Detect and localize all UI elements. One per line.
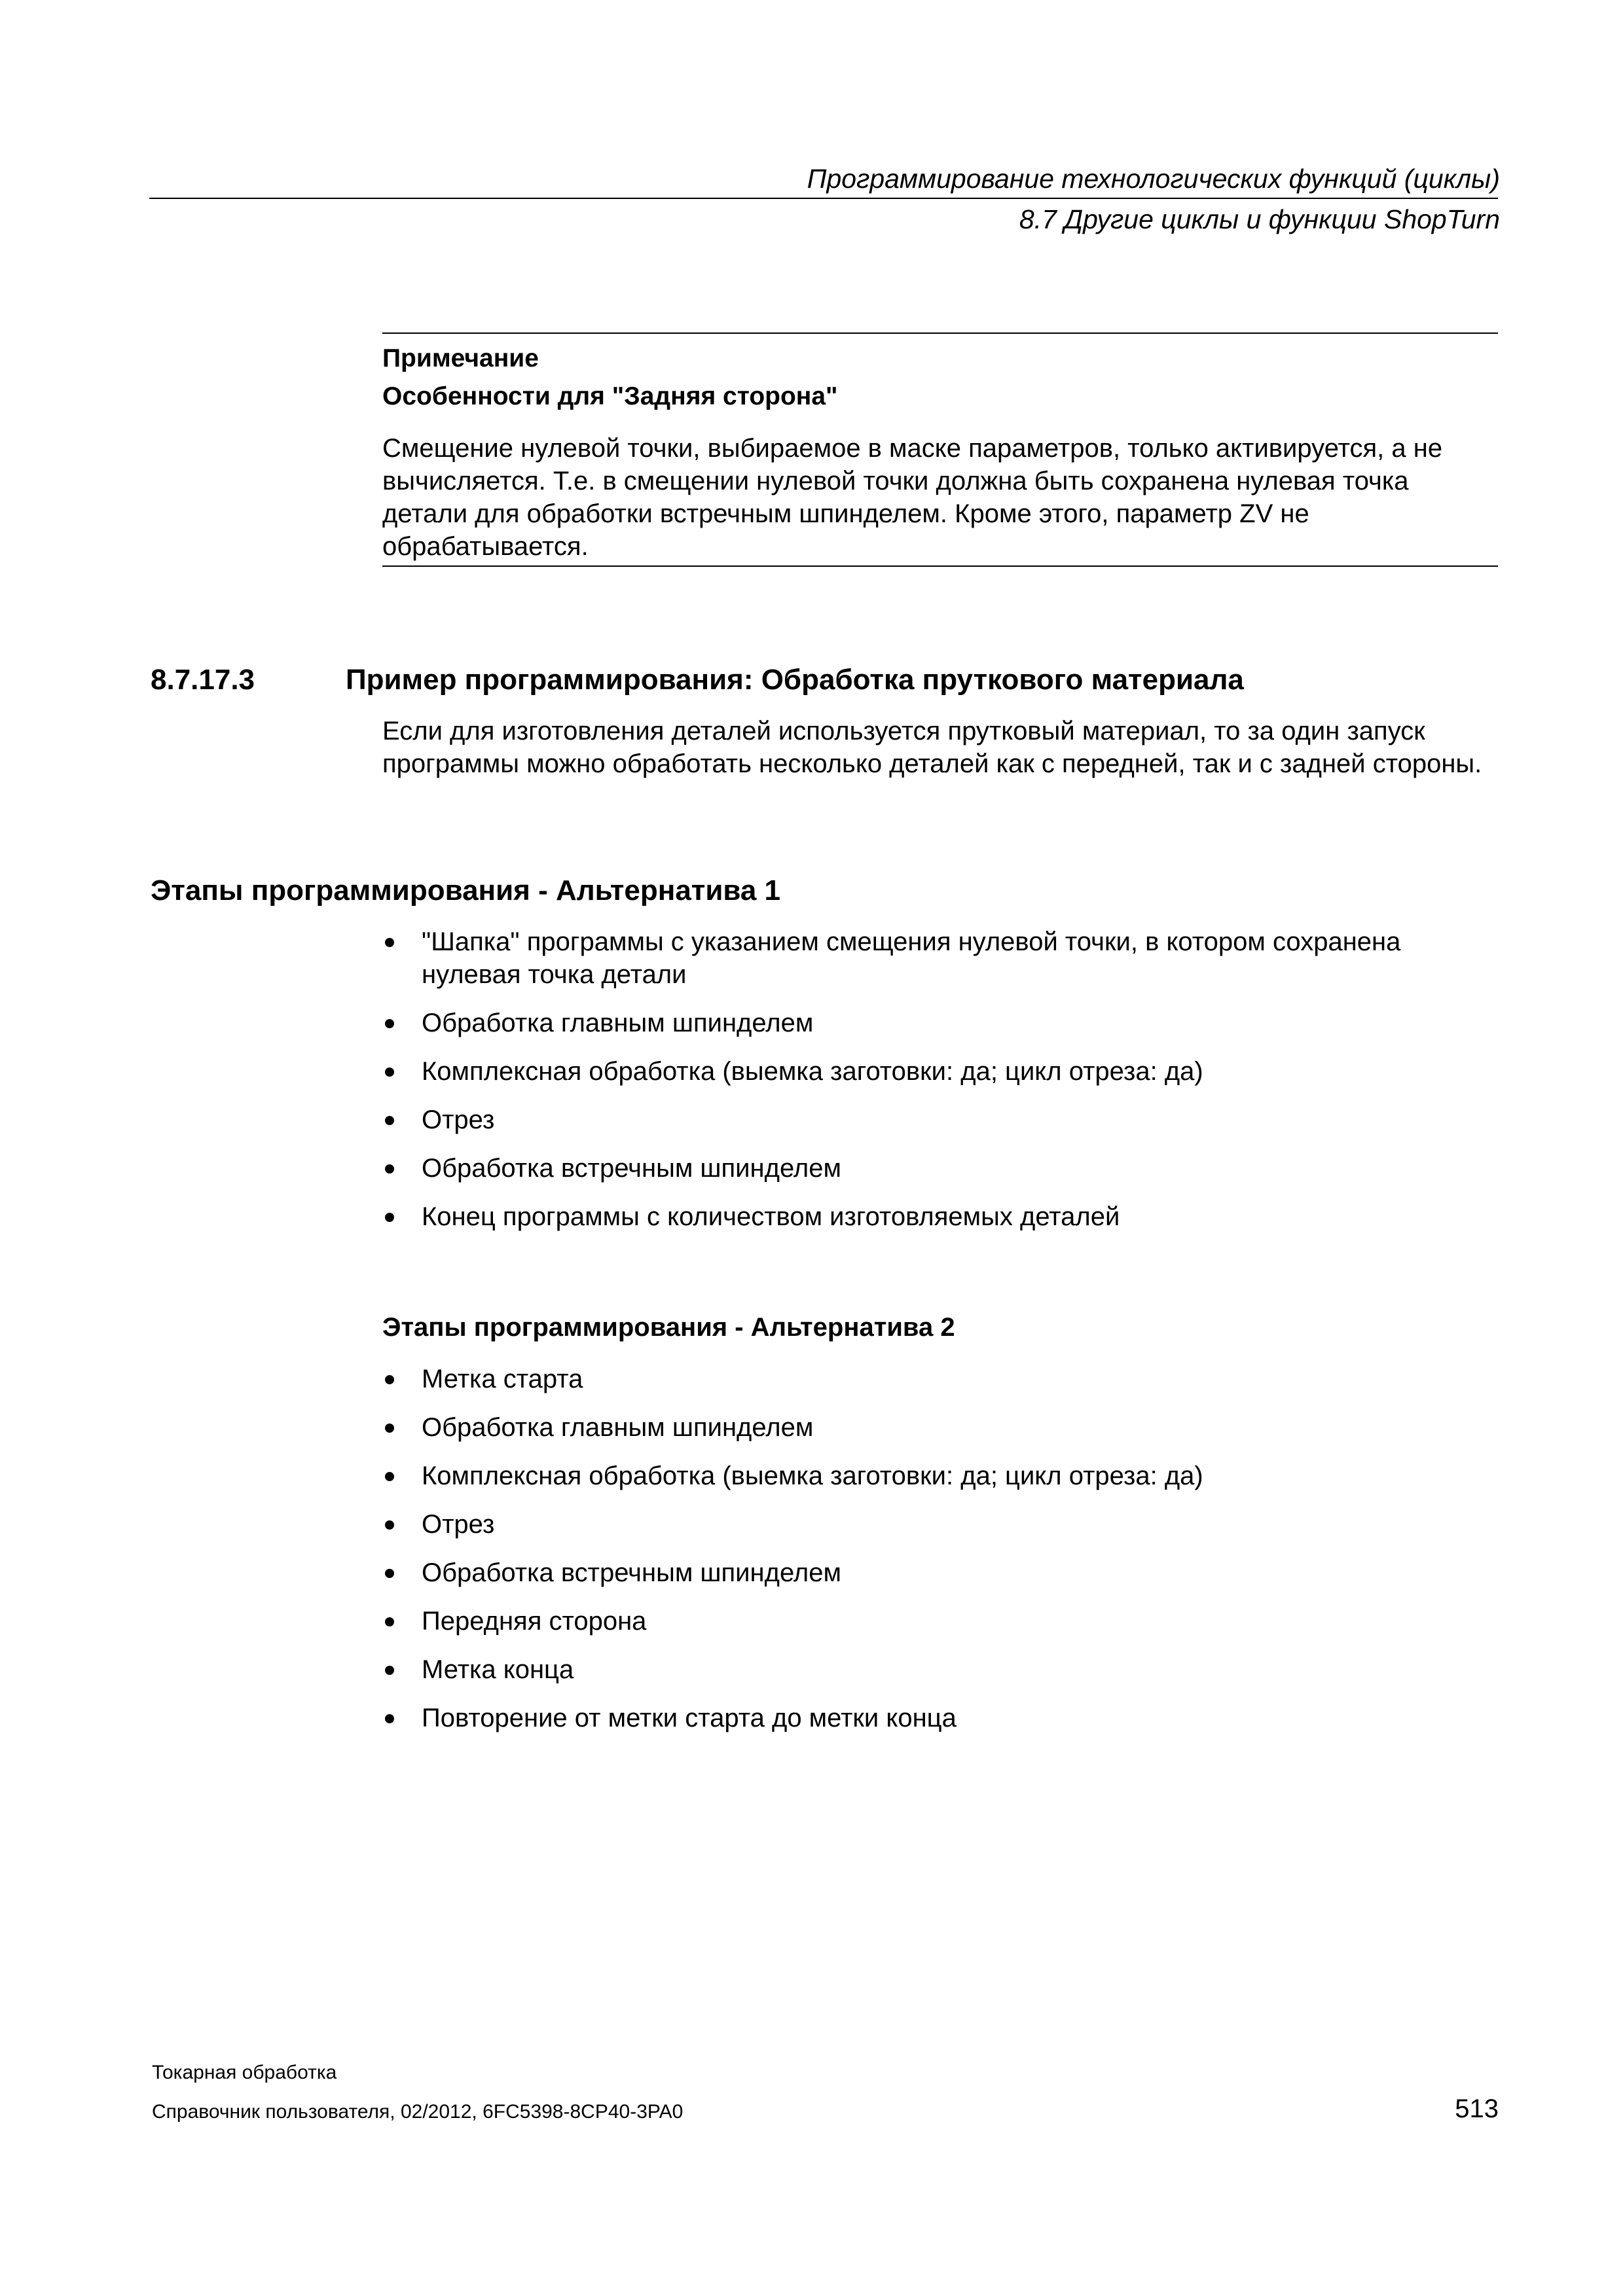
bullet-icon bbox=[385, 938, 394, 947]
list-item bbox=[382, 1460, 1498, 1492]
alt2-list bbox=[382, 1363, 1498, 1750]
alt1-heading: Этапы программирования - Альтернатива 1 bbox=[151, 874, 781, 906]
bullet-icon bbox=[385, 1116, 394, 1125]
list-item bbox=[382, 1007, 1498, 1039]
list-item bbox=[382, 925, 1498, 991]
header-chapter: Программирование технологических функций (циклы) bbox=[807, 164, 1500, 194]
list-item-text: Отрез bbox=[422, 1510, 495, 1539]
list-item-text: Комплексная обработка (выемка заготовки: да; цикл отреза: да) bbox=[422, 1462, 1203, 1490]
list-item-text: Обработка главным шпинделем bbox=[422, 1413, 814, 1442]
list-item-text: Метка старта bbox=[422, 1365, 583, 1393]
list-item bbox=[382, 1508, 1498, 1541]
list-item bbox=[382, 1411, 1498, 1444]
note-title: Особенности для "Задняя сторона" bbox=[382, 382, 838, 410]
list-item bbox=[382, 1653, 1498, 1686]
footer-doc-info: Справочник пользователя, 02/2012, 6FC5398-8CP40-3PA0 bbox=[152, 2101, 684, 2123]
list-item-text: Конец программы с количеством изготовляемых деталей bbox=[422, 1202, 1120, 1231]
bullet-icon bbox=[385, 1375, 394, 1384]
list-item-text: Комплексная обработка (выемка заготовки: да; цикл отреза: да) bbox=[422, 1057, 1203, 1086]
list-item-text: "Шапка" программы с указанием смещения нулевой точки, в котором сохранена нулевая точка детали bbox=[422, 927, 1401, 989]
list-item bbox=[382, 1152, 1498, 1185]
note-text: Смещение нулевой точки, выбираемое в маске параметров, только активируется, а не вычисляется. Т.е. в смещении нулевой точки должна быть сохранена нулевая точка детали для обработки встречным шпинделем. Кроме этого, параметр ZV не обрабатывается. bbox=[382, 434, 1443, 561]
list-item bbox=[382, 1702, 1498, 1734]
list-item-text: Передняя сторона bbox=[422, 1607, 647, 1636]
list-item bbox=[382, 1055, 1498, 1088]
bullet-icon bbox=[385, 1019, 394, 1028]
list-item-text: Обработка встречным шпинделем bbox=[422, 1154, 841, 1183]
note-bottom-rule bbox=[382, 565, 1498, 567]
header-rule bbox=[149, 198, 1498, 199]
list-item bbox=[382, 1200, 1498, 1233]
list-item-text: Повторение от метки старта до метки конца bbox=[422, 1704, 957, 1732]
alt1-list bbox=[382, 925, 1498, 1249]
bullet-icon bbox=[385, 1617, 394, 1626]
bullet-icon bbox=[385, 1424, 394, 1433]
list-item bbox=[382, 1605, 1498, 1638]
note-top-rule bbox=[382, 332, 1498, 334]
list-item-text: Метка конца bbox=[422, 1655, 574, 1684]
note-label: Примечание bbox=[382, 344, 539, 372]
bullet-icon bbox=[385, 1472, 394, 1481]
list-item bbox=[382, 1556, 1498, 1589]
list-item bbox=[382, 1363, 1498, 1395]
page-number: 513 bbox=[1455, 2094, 1499, 2123]
bullet-icon bbox=[385, 1164, 394, 1174]
bullet-icon bbox=[385, 1520, 394, 1530]
bullet-icon bbox=[385, 1569, 394, 1578]
footer-title: Токарная обработка bbox=[152, 2062, 337, 2083]
bullet-icon bbox=[385, 1714, 394, 1723]
list-item-text: Отрез bbox=[422, 1105, 495, 1134]
section-title: Пример программирования: Обработка пруткового материала bbox=[346, 664, 1244, 696]
bullet-icon bbox=[385, 1213, 394, 1222]
list-item-text: Обработка встречным шпинделем bbox=[422, 1558, 841, 1587]
header-section: 8.7 Другие циклы и функции ShopTurn bbox=[1019, 204, 1500, 234]
section-number: 8.7.17.3 bbox=[151, 664, 255, 696]
section-intro: Если для изготовления деталей используется прутковый материал, то за один запуск программы можно обработать несколько деталей как с передней, так и с задней стороны. bbox=[382, 717, 1482, 778]
list-item bbox=[382, 1103, 1498, 1136]
list-item-text: Обработка главным шпинделем bbox=[422, 1009, 814, 1037]
alt2-heading: Этапы программирования - Альтернатива 2 bbox=[382, 1313, 955, 1342]
bullet-icon bbox=[385, 1067, 394, 1077]
bullet-icon bbox=[385, 1666, 394, 1675]
